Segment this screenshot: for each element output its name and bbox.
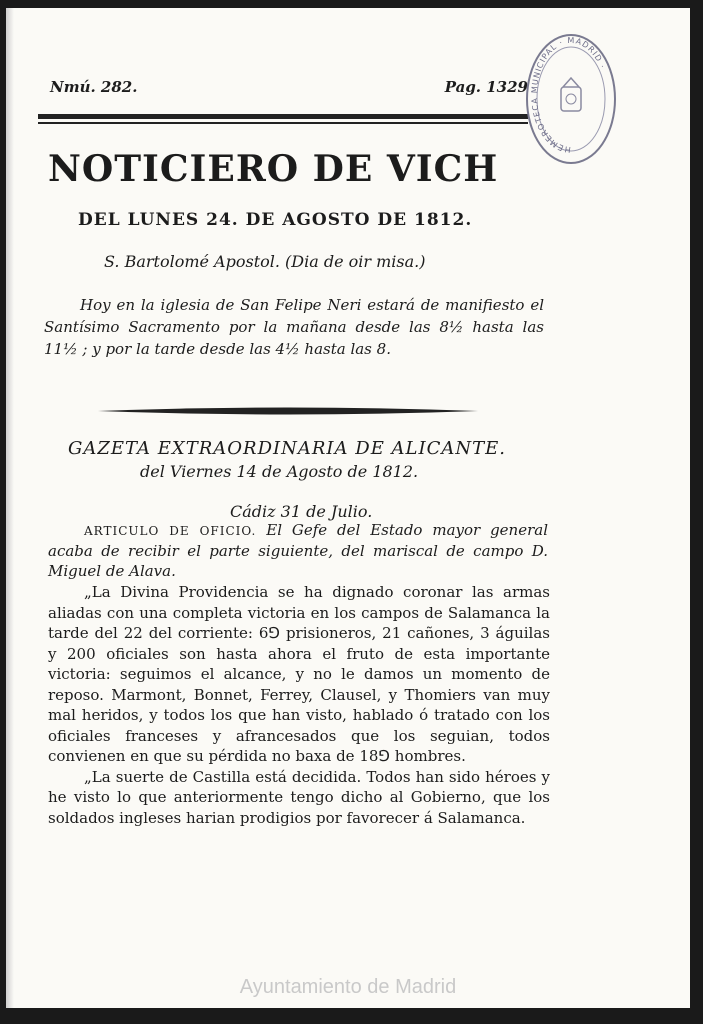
page-fold-shadow	[6, 8, 14, 1008]
library-stamp	[525, 32, 617, 166]
ornamental-divider	[98, 406, 478, 416]
header-rule-thick	[38, 114, 528, 119]
issue-number: Nmú. 282.	[50, 78, 138, 96]
paragraph: „La suerte de Castilla está decidida. Todos han sido héroes y he visto lo que anteriormente tengo dicho al Gobierno, que los soldados ingleses harian prodigios por favorecer á Salamanca.	[48, 767, 550, 827]
newspaper-title: NOTICIERO DE VICH	[48, 148, 499, 190]
gazette-title: GAZETA EXTRAORDINARIA DE ALICANTE.	[68, 438, 507, 459]
place-date: Cádiz 31 de Julio.	[230, 502, 373, 521]
dateline: DEL LUNES 24. DE AGOSTO DE 1812.	[78, 210, 473, 230]
paragraph: „La Divina Providencia se ha dignado coronar las armas aliadas con una completa victoria en los campos de Salamanca la tarde del 22 del corriente: 6⅁ prisioneros, 21 cañones, 3 águilas y 200 oficiales son hasta ahora el fruto de esta importante victoria: seguimos el alcance, y no le damos un momento de reposo. Marmont, Bonnet, Ferrey, Clausel, y Thomiers van muy mal heridos, y todos los que han visto, hablado ó tratado con los oficiales franceses y afrancesados que los seguian, todos convienen en que su pérdida no baxa de 18⅁ hombres.	[48, 583, 550, 765]
stamp-text: HEMEROTECA MUNICIPAL · MADRID ·	[529, 35, 608, 155]
newspaper-page	[6, 8, 690, 1008]
article-lead: ARTICULO DE OFICIO.	[84, 524, 257, 538]
page-number: Pag. 1329	[444, 78, 528, 96]
article-intro	[48, 520, 548, 581]
gazette-subtitle: del Viernes 14 de Agosto de 1812.	[140, 462, 419, 481]
page-header	[50, 78, 528, 96]
crest-icon	[561, 78, 581, 111]
church-notice: Hoy en la iglesia de San Felipe Neri estará de manifiesto el Santísimo Sacramento por la mañana desde las 8½ hasta las 11½ ; y por la tarde desde las 4½ hasta las 8.	[44, 296, 544, 358]
watermark: Ayuntamiento de Madrid	[239, 976, 457, 998]
article-intro-text: El Gefe del Estado mayor general acaba de recibir el parte siguiente, del mariscal de campo D. Miguel de Alava.	[48, 521, 548, 580]
saint-of-day: S. Bartolomé Apostol. (Dia de oir misa.)	[104, 252, 426, 271]
header-rule-thin	[38, 122, 528, 124]
article-body	[48, 582, 550, 828]
